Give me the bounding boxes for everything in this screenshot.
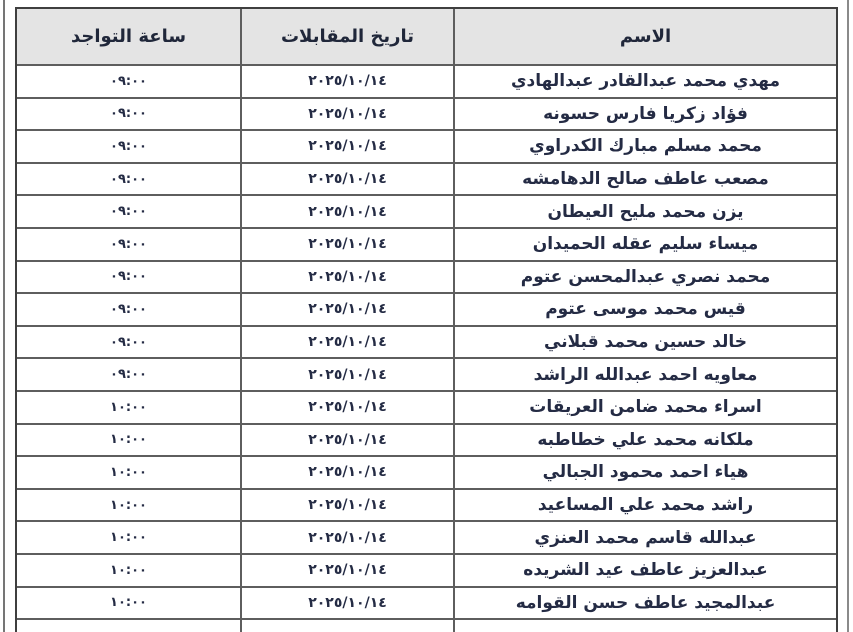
date-cell: ٢٠٢٥/١٠/١٤ bbox=[240, 359, 453, 390]
table-row bbox=[17, 586, 836, 619]
date-cell: ٢٠٢٥/١٠/١٤ bbox=[240, 262, 453, 293]
time-cell: ١٠:٠٠ bbox=[110, 530, 147, 546]
name-cell: ملكانه محمد علي خطاطبه bbox=[453, 425, 836, 456]
time-cell: ١٠:٠٠ bbox=[110, 562, 147, 578]
time-cell: ١٠:٠٠ bbox=[110, 464, 147, 480]
table-row bbox=[17, 553, 836, 586]
time-cell bbox=[17, 620, 240, 632]
table-row bbox=[17, 488, 836, 521]
table-row bbox=[17, 97, 836, 130]
name-cell: معاويه احمد عبدالله الراشد bbox=[453, 359, 836, 390]
table-row bbox=[17, 260, 836, 293]
name-cell: محمد نصري عبدالمحسن عتوم bbox=[453, 262, 836, 293]
name-cell: اسراء محمد ضامن العريقات bbox=[453, 392, 836, 423]
time-cell: ٠٩:٠٠ bbox=[110, 73, 147, 89]
name-cell bbox=[453, 620, 836, 632]
name-cell: مهدي محمد عبدالقادر عبدالهادي bbox=[453, 66, 836, 97]
time-cell: ٠٩:٠٠ bbox=[110, 367, 147, 383]
table-row bbox=[17, 520, 836, 553]
name-cell: فؤاد زكريا فارس حسونه bbox=[453, 99, 836, 130]
time-cell: ١٠:٠٠ bbox=[110, 399, 147, 415]
date-cell: ٢٠٢٥/١٠/١٤ bbox=[240, 555, 453, 586]
table-row bbox=[17, 227, 836, 260]
name-cell: خالد حسين محمد قبلاني bbox=[453, 327, 836, 358]
table-row bbox=[17, 325, 836, 358]
time-cell: ٠٩:٠٠ bbox=[110, 269, 147, 285]
page-border-right bbox=[847, 0, 849, 632]
table-row bbox=[17, 162, 836, 195]
time-cell: ١٠:٠٠ bbox=[110, 432, 147, 448]
date-cell bbox=[240, 620, 453, 632]
date-cell: ٢٠٢٥/١٠/١٤ bbox=[240, 229, 453, 260]
date-cell: ٢٠٢٥/١٠/١٤ bbox=[240, 522, 453, 553]
header-date-column: تاريخ المقابلات bbox=[240, 9, 453, 64]
interview-schedule-table bbox=[15, 7, 838, 632]
table-row bbox=[17, 357, 836, 390]
table-row bbox=[17, 129, 836, 162]
date-cell: ٢٠٢٥/١٠/١٤ bbox=[240, 490, 453, 521]
table-row-partial bbox=[17, 618, 836, 632]
table-body bbox=[17, 64, 836, 618]
date-cell: ٢٠٢٥/١٠/١٤ bbox=[240, 66, 453, 97]
date-cell: ٢٠٢٥/١٠/١٤ bbox=[240, 294, 453, 325]
date-cell: ٢٠٢٥/١٠/١٤ bbox=[240, 392, 453, 423]
table-header-row bbox=[17, 9, 836, 64]
name-cell: عبدالمجيد عاطف حسن القوامه bbox=[453, 588, 836, 619]
date-cell: ٢٠٢٥/١٠/١٤ bbox=[240, 196, 453, 227]
name-cell: محمد مسلم مبارك الكدراوي bbox=[453, 131, 836, 162]
name-cell: راشد محمد علي المساعيد bbox=[453, 490, 836, 521]
name-cell: ميساء سليم عقله الحميدان bbox=[453, 229, 836, 260]
name-cell: يزن محمد مليح العيطان bbox=[453, 196, 836, 227]
page-border-left bbox=[3, 0, 5, 632]
header-time-column: ساعة التواجد bbox=[70, 26, 187, 47]
date-cell: ٢٠٢٥/١٠/١٤ bbox=[240, 327, 453, 358]
time-cell: ٠٩:٠٠ bbox=[110, 138, 147, 154]
time-cell: ٠٩:٠٠ bbox=[110, 301, 147, 317]
header-name-column: الاسم bbox=[453, 9, 836, 64]
date-cell: ٢٠٢٥/١٠/١٤ bbox=[240, 588, 453, 619]
name-cell: مصعب عاطف صالح الدهامشه bbox=[453, 164, 836, 195]
date-cell: ٢٠٢٥/١٠/١٤ bbox=[240, 99, 453, 130]
table-row bbox=[17, 292, 836, 325]
time-cell: ١٠:٠٠ bbox=[110, 497, 147, 513]
name-cell: عبدالله قاسم محمد العنزي bbox=[453, 522, 836, 553]
date-cell: ٢٠٢٥/١٠/١٤ bbox=[240, 164, 453, 195]
table-row bbox=[17, 64, 836, 97]
date-cell: ٢٠٢٥/١٠/١٤ bbox=[240, 425, 453, 456]
time-cell: ٠٩:٠٠ bbox=[110, 106, 147, 122]
name-cell: هياء احمد محمود الجبالي bbox=[453, 457, 836, 488]
date-cell: ٢٠٢٥/١٠/١٤ bbox=[240, 457, 453, 488]
name-cell: قيس محمد موسى عتوم bbox=[453, 294, 836, 325]
time-cell: ٠٩:٠٠ bbox=[110, 204, 147, 220]
table-row bbox=[17, 455, 836, 488]
name-cell: عبدالعزيز عاطف عيد الشريده bbox=[453, 555, 836, 586]
time-cell: ١٠:٠٠ bbox=[110, 595, 147, 611]
time-cell: ٠٩:٠٠ bbox=[110, 171, 147, 187]
table-row bbox=[17, 194, 836, 227]
date-cell: ٢٠٢٥/١٠/١٤ bbox=[240, 131, 453, 162]
table-row bbox=[17, 390, 836, 423]
time-cell: ٠٩:٠٠ bbox=[110, 236, 147, 252]
table-row bbox=[17, 423, 836, 456]
time-cell: ٠٩:٠٠ bbox=[110, 334, 147, 350]
